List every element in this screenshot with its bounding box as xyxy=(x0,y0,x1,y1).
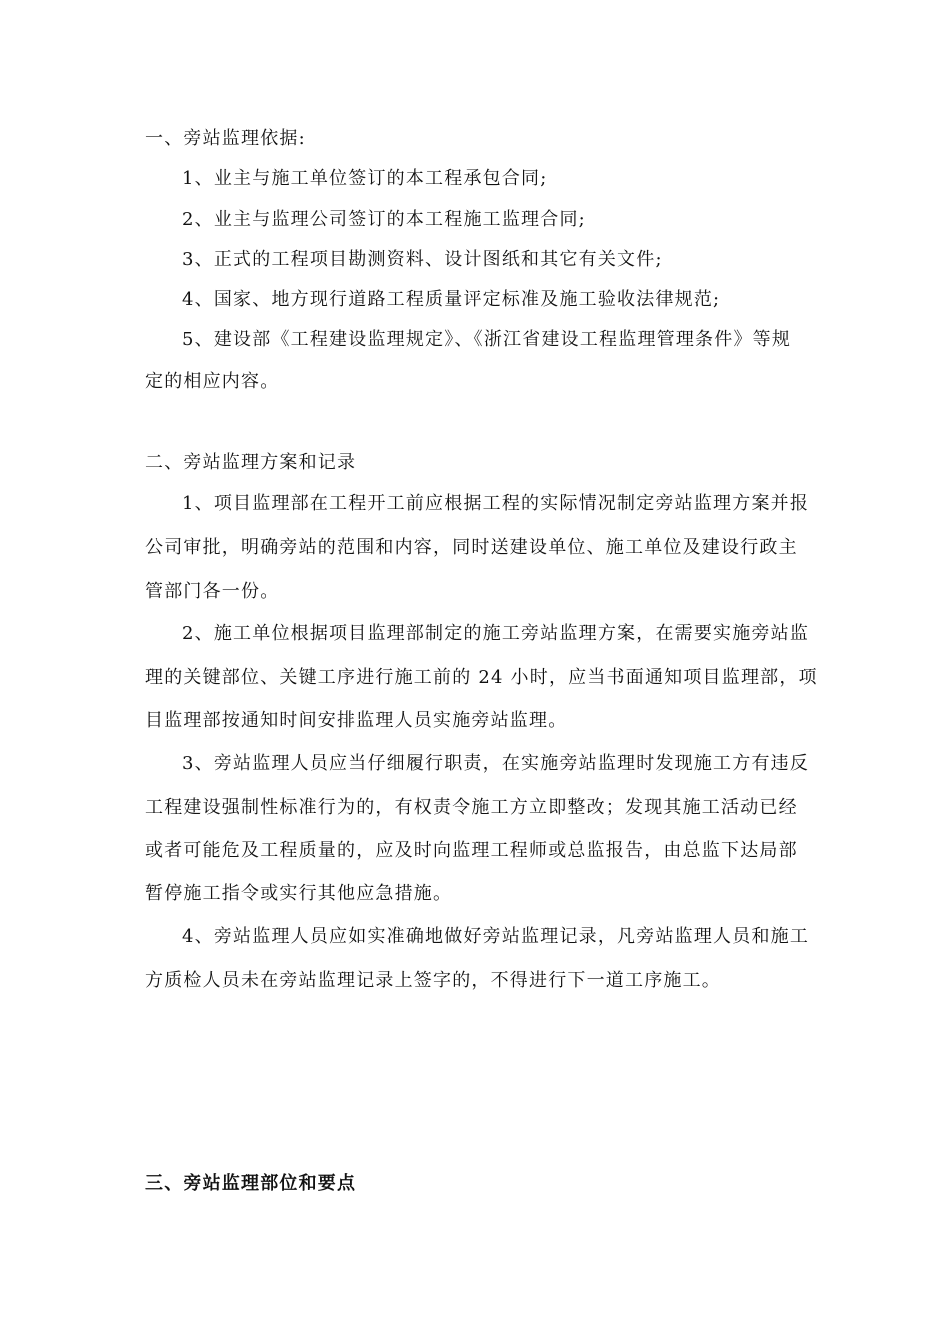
section2-heading: 二、旁站监理方案和记录 xyxy=(145,452,357,473)
section3-heading: 三、旁站监理部位和要点 xyxy=(145,1173,357,1194)
section2-p4-line-2: 方质检人员未在旁站监理记录上签字的，不得进行下一道工序施工。 xyxy=(145,970,721,991)
section1-item-1: 1、业主与施工单位签订的本工程承包合同; xyxy=(182,168,548,189)
section1-item-5-line-1: 5、建设部《工程建设监理规定》、《浙江省建设工程监理管理条件》等规 xyxy=(182,329,792,350)
section2-p1-line-2: 公司审批，明确旁站的范围和内容，同时送建设单位、施工单位及建设行政主 xyxy=(145,537,798,558)
section2-p1-line-1: 1、项目监理部在工程开工前应根据工程的实际情况制定旁站监理方案并报 xyxy=(182,493,810,514)
section2-p1-line-3: 管部门各一份。 xyxy=(145,581,280,602)
section2-p3-line-1: 3、旁站监理人员应当仔细履行职责，在实施旁站监理时发现施工方有违反 xyxy=(182,753,810,774)
section2-p4-line-1: 4、旁站监理人员应如实准确地做好旁站监理记录，凡旁站监理人员和施工 xyxy=(182,926,810,947)
section1-item-2: 2、业主与监理公司签订的本工程施工监理合同; xyxy=(182,209,586,230)
section2-p2-line-2: 理的关键部位、关键工序进行施工前的 24 小时，应当书面通知项目监理部，项 xyxy=(145,667,818,688)
section1-item-5-line-2: 定的相应内容。 xyxy=(145,371,280,392)
section2-p2-line-1: 2、施工单位根据项目监理部制定的施工旁站监理方案，在需要实施旁站监 xyxy=(182,623,810,644)
section1-heading: 一、旁站监理依据: xyxy=(145,128,306,149)
section2-p3-line-4: 暂停施工指令或实行其他应急措施。 xyxy=(145,883,453,904)
section1-item-4: 4、国家、地方现行道路工程质量评定标准及施工验收法律规范; xyxy=(182,289,721,310)
section2-p3-line-3: 或者可能危及工程质量的，应及时向监理工程师或总监报告，由总监下达局部 xyxy=(145,840,798,861)
section2-p2-line-3: 目监理部按通知时间安排监理人员实施旁站监理。 xyxy=(145,710,568,731)
section1-item-3: 3、正式的工程项目勘测资料、设计图纸和其它有关文件; xyxy=(182,249,663,270)
section2-p3-line-2: 工程建设强制性标准行为的，有权责令施工方立即整改；发现其施工活动已经 xyxy=(145,797,798,818)
